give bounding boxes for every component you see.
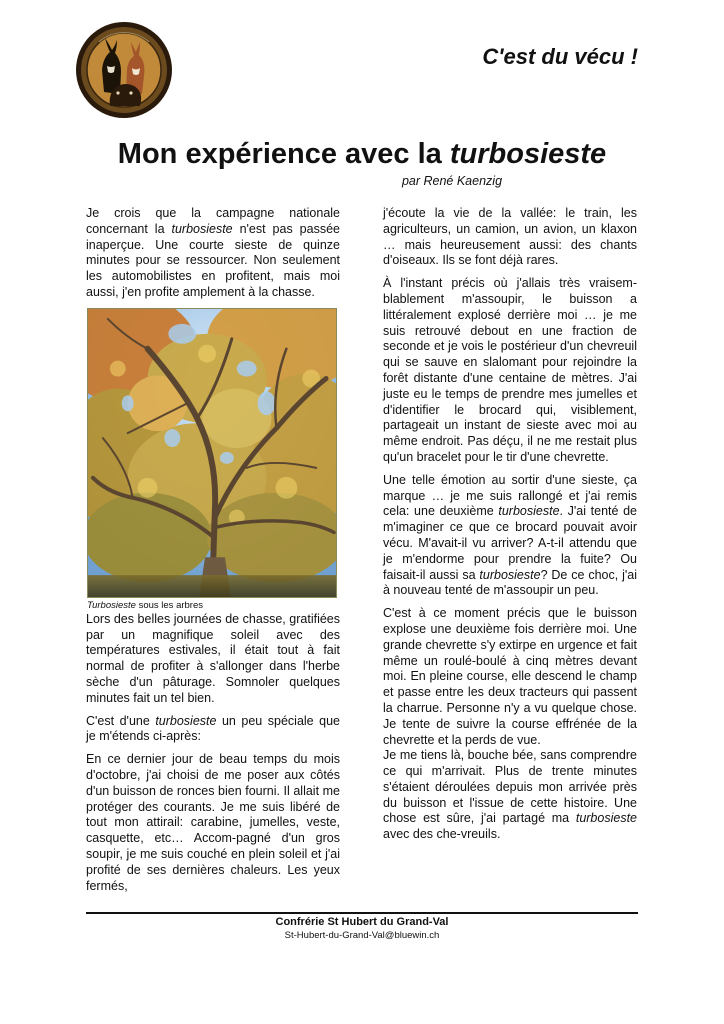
page-title: [0, 138, 724, 171]
text-run: un peu spéciale que je m'étends ci-après:: [86, 713, 340, 744]
italic-term: Turbosieste: [87, 599, 136, 611]
text-run: n'est pas passée inaperçue. Une courte sieste de quinze minutes pour se ressourcer. Non seulement les automobilistes en profitent, mais moi aussi, j'en profite amplement à la chasse.: [86, 221, 340, 299]
paragraph: [383, 206, 637, 269]
photo-caption: [87, 600, 340, 611]
right-column: [383, 206, 637, 850]
text-run: j'écoute la vie de la vallée: le train, les agriculteurs, un camion, un avion, un klaxon … mais heureusement aussi: des chants d'oiseaux. Ils se font déjà rares.: [383, 206, 637, 268]
left-column: [86, 206, 340, 901]
title-main: Mon expérience avec la: [117, 138, 450, 170]
text-run: Une telle émotion au sortir d'une sieste, ça marque … je me suis rallongé et j'ai remis cela: une deuxième: [383, 472, 637, 519]
italic-term: turbosieste: [155, 713, 217, 728]
text-run: Je crois que la campagne nationale concernant la: [86, 206, 340, 236]
footer-organization: Confrérie St Hubert du Grand-Val: [275, 916, 449, 928]
text-run: En ce dernier jour de beau temps du mois d'octobre, j'ai choisi de me poser aux côtés d'un buisson de ronces bien fourni. Il allait me protéger des courants. Je me suis libéré de tout mon attirail: carabine, jumelles, veste, casquette, etc… Accom-pagné d'un gros soupir, je me suis couché en plein soleil et j'ai profité de ses dernières chaleurs. Les yeux fermés,: [86, 752, 340, 893]
section-tag: C'est du vécu !: [482, 44, 638, 69]
text-run: C'est à ce moment précis que le buisson explose une deuxième fois derrière moi. Une grande chevrette s'y extirpe en urgence et fait même un roulé-boulé à cinq mètres devant moi. En pleine course, elle descend le champ et passe entre les deux tracteurs qui passent la charrue. Personne n'y a vu quelque chose. Je tente de suivre la course effrénée de la chevrette et la perds de vue.: [383, 606, 637, 747]
paragraph: [383, 473, 637, 599]
paragraph: [86, 206, 340, 301]
text-run: Je me tiens là, bouche bée, sans comprendre ce qui m'arrivait. Plus de trente minutes s'étaient déroulées depuis mon arrivée près du buisson et l'issue de cette histoire. Une chose est sûre, j'ai partagé ma: [383, 748, 637, 826]
text-run: ? De ce choc, j'ai à nouveau tenté de m'assoupir un peu.: [383, 567, 637, 598]
byline: par René Kaenzig: [401, 174, 503, 188]
footer-email: St-Hubert-du-Grand-Val@bluewin.ch: [284, 930, 440, 941]
paragraph: [86, 714, 340, 746]
text-run: . J'ai tenté de m'imaginer ce que ce brocard pouvait avoir vécu. M'avait-il vu arriver? A-t-il attendu que je m'endorme pour prendre la fuite? Ou faisait-il aussi sa: [383, 504, 637, 582]
autumn-canopy-photo: [87, 308, 337, 598]
italic-term: turbosieste: [171, 221, 233, 236]
confrerie-logo-icon: [74, 20, 174, 120]
italic-term: turbosieste: [479, 567, 541, 582]
text-run: C'est d'une: [86, 713, 156, 728]
title-italic: turbosieste: [449, 138, 607, 170]
text-run: Lors des belles journées de chasse, gratifiées par un magnifique soleil avec des températures estivales, il était tout à fait normal de profiter à s'allonger dans l'herbe sèche d'un pâturage. Somnoler quelques minutes fait un tel bien.: [86, 611, 340, 705]
text-run: sous les arbres: [135, 599, 203, 611]
footer-divider: [86, 912, 638, 914]
paragraph: [86, 752, 340, 894]
italic-term: turbosieste: [498, 504, 560, 519]
italic-term: turbosieste: [575, 811, 637, 826]
paragraph: [383, 748, 637, 843]
paragraph: [383, 606, 637, 748]
text-run: À l'instant précis où j'allais très vraisem-blablement m'assoupir, le buisson a littéralement explosé derrière moi … je me suis retrouvé debout en une fraction de seconde et je vois le postérieur d'un chevreuil qui se sauve en slalomant pour rejoindre la forêt distante d'une centaine de mètres. J'ai juste eu le temps de prendre mes jumelles et d'identifier le brocard qui, visiblement, partageait un instant de sieste avec moi au même endroit. Pas déçu, il ne me restait plus qu'un bracelet pour le tir d'une chevrette.: [383, 276, 637, 464]
paragraph: [86, 612, 340, 707]
paragraph: [383, 276, 637, 466]
text-run: avec des che-vreuils.: [383, 827, 501, 842]
